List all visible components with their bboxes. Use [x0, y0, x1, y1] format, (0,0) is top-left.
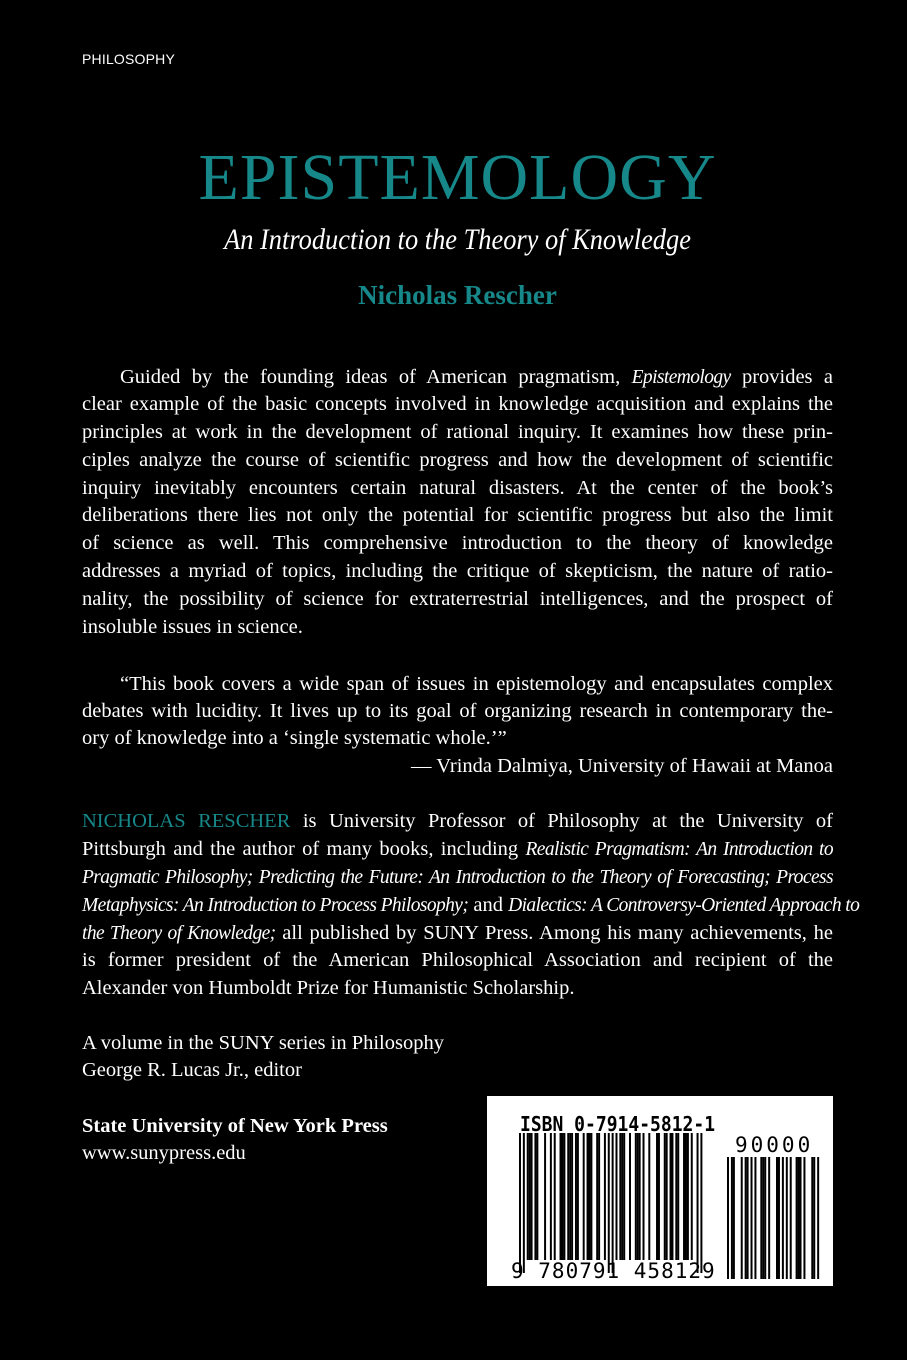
- barcode-bar: [544, 1133, 546, 1260]
- addon-bar: [764, 1157, 766, 1279]
- text-line: [82, 503, 833, 527]
- text-line: [82, 726, 833, 750]
- text-segment: Pittsburgh and the author of many books, including: [82, 838, 526, 860]
- addon-bar: [798, 1157, 800, 1279]
- publisher-name: State University of New York Press: [82, 1115, 388, 1137]
- text-segment: addresses a myriad of topics, including the critique of skepticism, the nature of ratio-: [82, 560, 833, 582]
- barcode-bar: [621, 1133, 623, 1260]
- barcode-bar: [656, 1133, 658, 1260]
- text-segment: Realistic Pragmatism: An Introduction to: [525, 839, 833, 860]
- addon-bar: [796, 1157, 798, 1279]
- text-line: [82, 893, 860, 918]
- text-segment: ciples analyze the course of scientific progress and how the development of scientific: [82, 449, 833, 471]
- category-label: PHILOSOPHY: [82, 51, 176, 67]
- barcode-bar: [529, 1133, 531, 1260]
- barcode-bar: [637, 1133, 639, 1260]
- addon-bar: [800, 1157, 802, 1279]
- text-segment: inquiry inevitably encounters certain natural disasters. At the center of the book’s: [82, 477, 833, 499]
- isbn-barcode: [487, 1096, 833, 1286]
- barcode-bar: [685, 1133, 687, 1260]
- text-line: [82, 809, 833, 833]
- text-segment: of science as well. This comprehensive introduction to the theory of knowledge: [82, 532, 833, 554]
- book-title: EPISTEMOLOGY: [198, 141, 717, 214]
- barcode-bar: [571, 1133, 573, 1260]
- addon-bar: [762, 1157, 764, 1279]
- barcode-bar: [598, 1133, 600, 1260]
- addon-bar: [768, 1157, 770, 1279]
- barcode-bar: [534, 1133, 536, 1260]
- barcode-bar: [635, 1133, 637, 1260]
- addon-bar: [747, 1157, 749, 1279]
- barcode-bar: [687, 1133, 689, 1260]
- barcode-bar: [523, 1133, 525, 1273]
- barcode-bar: [590, 1133, 592, 1260]
- text-line: [82, 615, 833, 639]
- text-segment: insoluble issues in science.: [82, 616, 303, 638]
- text-segment: “This book covers a wide span of issues in epistemology and encapsulates complex: [120, 673, 833, 695]
- barcode-bar: [604, 1133, 606, 1260]
- text-line: [82, 921, 833, 946]
- text-line: [82, 559, 833, 583]
- barcode-bar: [616, 1133, 618, 1260]
- barcode-bar: [697, 1133, 699, 1273]
- barcode-bar: [561, 1133, 563, 1260]
- barcode-bar: [658, 1133, 660, 1260]
- addon-bar: [733, 1157, 735, 1279]
- text-segment: principles at work in the development of rational inquiry. It examines how these prin-: [82, 421, 833, 443]
- text-line: [82, 837, 833, 862]
- barcode-bar: [670, 1133, 672, 1260]
- barcode-bar: [531, 1133, 533, 1260]
- barcode-bar: [643, 1133, 645, 1260]
- barcode-bar: [666, 1133, 668, 1260]
- addon-bar: [803, 1157, 805, 1279]
- book-author: Nicholas Rescher: [358, 280, 557, 310]
- text-line: [82, 948, 833, 972]
- text-segment: Dialectics: A Controversy-Oriented Approach to: [508, 895, 860, 916]
- barcode-bar: [639, 1133, 641, 1260]
- addon-bar: [741, 1157, 743, 1279]
- addon-bar: [782, 1157, 784, 1279]
- text-line: [82, 587, 833, 611]
- barcode-bar: [563, 1133, 565, 1260]
- text-segment: Alexander von Humboldt Prize for Humanistic Scholarship.: [82, 977, 575, 999]
- barcode-bar: [623, 1133, 625, 1260]
- barcode-bar: [700, 1133, 702, 1273]
- text-line: [82, 420, 833, 444]
- publisher-url: www.sunypress.edu: [82, 1142, 246, 1164]
- text-segment: Epistemology: [631, 367, 731, 388]
- text-line: [82, 865, 833, 890]
- barcode-bar: [588, 1133, 590, 1260]
- barcode-bar: [648, 1133, 650, 1260]
- barcode-bar: [577, 1133, 579, 1260]
- addon-bar: [778, 1157, 780, 1279]
- text-line: [82, 976, 833, 1000]
- text-segment: is University Professor of Philosophy at the University of: [290, 810, 833, 832]
- barcode-bar: [527, 1133, 529, 1260]
- quote-attribution: — Vrinda Dalmiya, University of Hawaii at Manoa: [411, 755, 833, 777]
- barcode-bar: [560, 1133, 562, 1260]
- addon-bar: [813, 1157, 815, 1279]
- addon-bar: [727, 1157, 729, 1279]
- text-segment: and: [468, 894, 509, 916]
- barcode-bar: [583, 1133, 585, 1260]
- text-segment: provides a: [730, 366, 834, 388]
- barcode-bar: [587, 1133, 589, 1260]
- addon-bar: [811, 1157, 813, 1279]
- addon-bar: [760, 1157, 762, 1279]
- barcode-bar: [664, 1133, 666, 1260]
- text-segment: debates with lucidity. It lives up to its goal of organizing research in contemporary the-: [82, 700, 833, 722]
- addon-bar: [731, 1157, 733, 1279]
- barcode-bar: [691, 1133, 693, 1260]
- book-subtitle: An Introduction to the Theory of Knowledge: [224, 223, 691, 256]
- barcode-bar: [608, 1133, 610, 1273]
- addon-bar: [786, 1157, 788, 1279]
- barcode-bar: [612, 1133, 614, 1273]
- text-segment: is former president of the American Philosophical Association and recipient of the: [82, 949, 833, 971]
- text-line: [120, 672, 833, 696]
- series-line: A volume in the SUNY series in Philosophy: [82, 1032, 444, 1054]
- ean-digits: 9 780791 458129: [511, 1259, 716, 1283]
- barcode-bar: [683, 1133, 685, 1260]
- text-line: [82, 392, 833, 416]
- addon-bar: [751, 1157, 753, 1279]
- text-segment: nality, the possibility of science for extraterrestrial intelligences, and the prospect of: [82, 588, 833, 610]
- text-line: [82, 476, 833, 500]
- text-segment: all published by SUNY Press. Among his many achievements, he: [275, 922, 833, 944]
- text-segment: deliberations there lies not only the potential for scientific progress but also the limit: [82, 504, 833, 526]
- text-line: [120, 365, 833, 390]
- barcode-bar: [554, 1133, 556, 1260]
- text-line: [82, 699, 833, 723]
- barcode-bar: [575, 1133, 577, 1260]
- addon-bar: [776, 1157, 778, 1279]
- text-line: [82, 531, 833, 555]
- addon-bar: [754, 1157, 756, 1279]
- barcode-bar: [619, 1133, 621, 1260]
- barcode-bar: [671, 1133, 673, 1260]
- text-segment: clear example of the basic concepts involved in knowledge acquisition and explains the: [82, 393, 833, 415]
- barcode-bar: [596, 1133, 598, 1260]
- addon-bar: [817, 1157, 819, 1279]
- series-editor: George R. Lucas Jr., editor: [82, 1059, 302, 1081]
- text-line: [82, 448, 833, 472]
- barcode-bar: [677, 1133, 679, 1260]
- barcode-bar: [519, 1133, 521, 1273]
- text-segment: NICHOLAS RESCHER: [82, 810, 291, 832]
- barcode-bar: [536, 1133, 538, 1260]
- barcode-bar: [550, 1133, 552, 1260]
- text-segment: Metaphysics: An Introduction to Process Philosophy;: [82, 895, 469, 916]
- addon-bar: [790, 1157, 792, 1279]
- barcode-bar: [567, 1133, 569, 1260]
- addon-digits: 90000: [735, 1133, 814, 1157]
- text-segment: the Theory of Knowledge;: [82, 923, 276, 944]
- text-segment: ory of knowledge into a ‘single systematic whole.’”: [82, 727, 507, 749]
- isbn-label: ISBN 0-7914-5812-1: [520, 1112, 716, 1136]
- barcode-bar: [569, 1133, 571, 1260]
- text-segment: Guided by the founding ideas of American pragmatism,: [120, 366, 632, 388]
- text-segment: Pragmatic Philosophy; Predicting the Future: An Introduction to the Theory of Forecasting; Process: [82, 867, 833, 888]
- barcode-bar: [629, 1133, 631, 1260]
- barcode-bar: [675, 1133, 677, 1260]
- addon-bar: [745, 1157, 747, 1279]
